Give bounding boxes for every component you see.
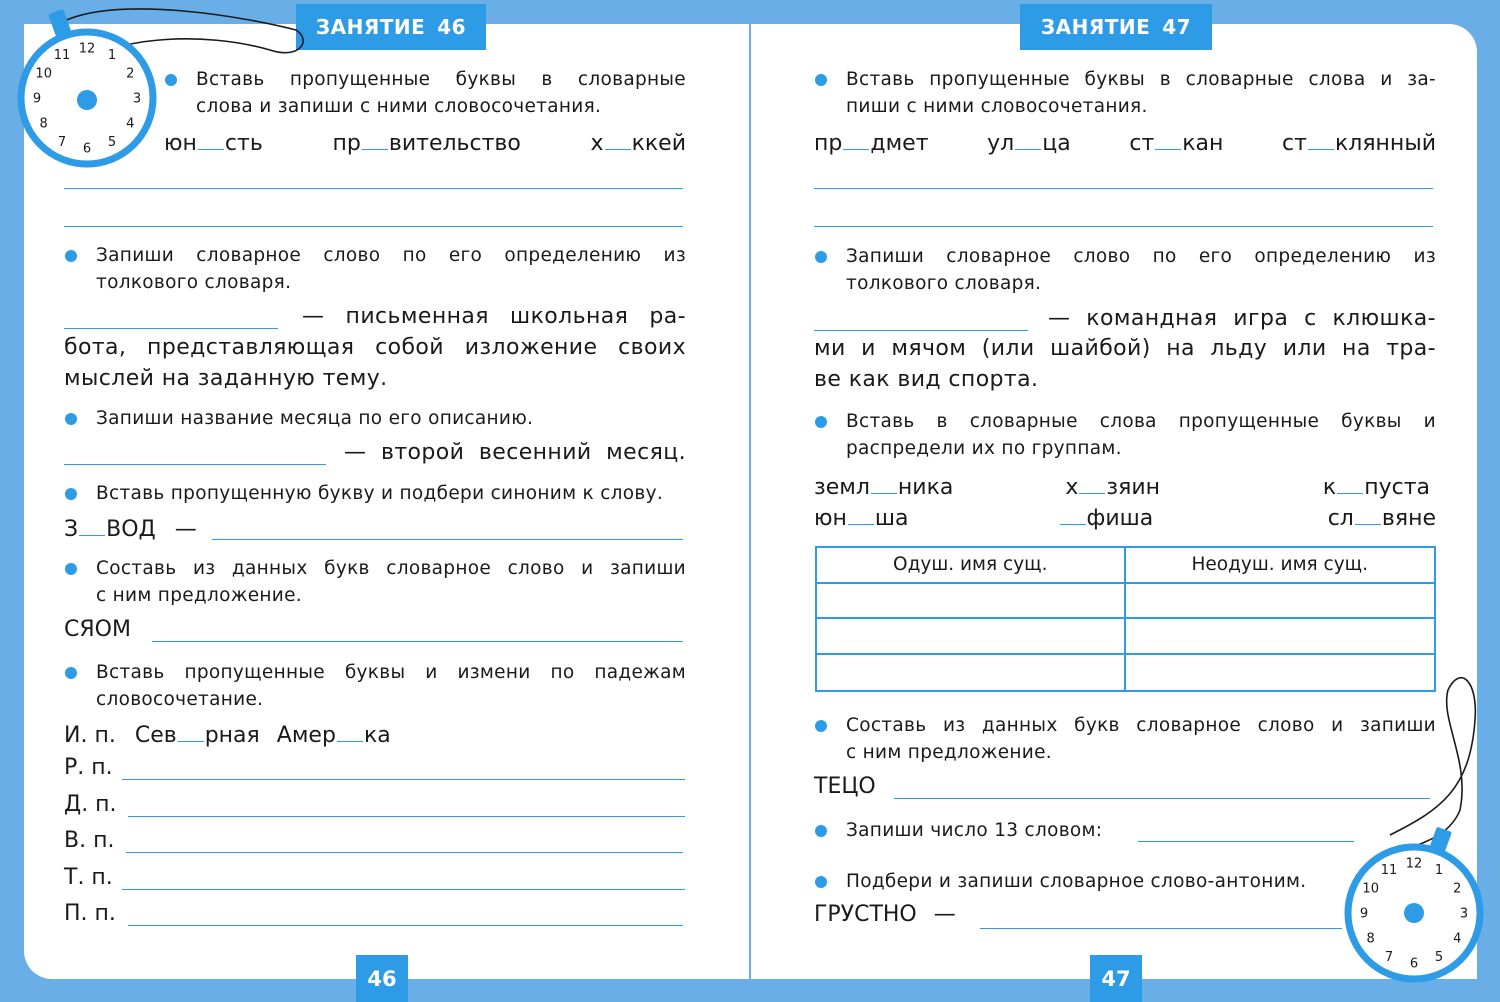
word-with-gap: пр вительство	[333, 127, 521, 159]
task-instruction: Вставь пропущенные буквы в словарные слова и запиши с ними словосочетания.	[196, 66, 686, 120]
word-with-gap: х зяин	[1065, 471, 1160, 503]
word-with-gap: пр дмет	[814, 127, 929, 159]
writing-line[interactable]	[64, 188, 683, 189]
answer-line[interactable]	[814, 330, 1028, 331]
table-cell[interactable]	[1126, 655, 1435, 691]
task-instruction: Подбери и запиши словарное слово-антоним.	[846, 868, 1346, 895]
clock-number: 11	[1380, 863, 1398, 879]
bullet-icon	[815, 825, 827, 837]
clock-number: 8	[39, 116, 48, 132]
case-label: Т. п.	[64, 865, 113, 890]
case-answer-line[interactable]	[128, 925, 683, 926]
clock-number: 1	[107, 48, 117, 64]
clock-number: 12	[78, 41, 96, 57]
task-instruction: Вставь пропущенные буквы и измени по падежам словосочетание.	[96, 659, 686, 713]
clock-number: 7	[57, 134, 67, 150]
letter-gap[interactable]	[605, 127, 631, 150]
task-instruction: Вставь в словарные слова пропущенные буквы и распредели их по группам.	[846, 408, 1436, 462]
task-instruction: Вставь пропущенные буквы в словарные слова и за- пиши с ними словосочетания.	[846, 66, 1436, 120]
table-header-inanimate: Неодуш. имя сущ.	[1126, 548, 1435, 584]
bullet-icon	[165, 74, 177, 86]
clock-number: 9	[1359, 906, 1369, 922]
clock-number: 1	[1434, 863, 1444, 879]
antonym-word: ГРУСТНО —	[814, 902, 956, 927]
letter-gap[interactable]	[848, 502, 874, 525]
letter-gap[interactable]	[1079, 471, 1105, 494]
word-with-gap: к пуста	[1323, 471, 1430, 503]
letter-gap[interactable]	[1308, 127, 1334, 150]
clock-number: 3	[132, 91, 142, 107]
task-instruction: Составь из данных букв словарное слово и запиши с ним предложение.	[96, 555, 686, 609]
clock-number: 10	[35, 66, 52, 82]
case-label: В. п.	[64, 828, 115, 853]
grouping-table	[815, 546, 1436, 692]
word-list	[164, 127, 686, 159]
word-with-gap: сл вяне	[1328, 502, 1436, 534]
clock-number: 12	[1405, 856, 1423, 872]
word-with-gap: ул ца	[987, 127, 1071, 159]
description-text: — второй весенний месяц.	[344, 440, 686, 465]
letter-gap[interactable]	[1060, 502, 1086, 525]
word-with-gap: ст кан	[1129, 127, 1223, 159]
clock-number: 6	[1409, 956, 1419, 972]
word-with-gap: фиша	[1059, 502, 1154, 534]
clock-number: 2	[1453, 881, 1462, 897]
clock-number: 2	[126, 66, 135, 82]
letter-gap[interactable]	[871, 471, 897, 494]
bullet-icon	[65, 250, 77, 262]
case-label: П. п.	[64, 901, 116, 926]
answer-line[interactable]	[64, 464, 326, 465]
writing-line[interactable]	[814, 226, 1433, 227]
table-cell[interactable]	[817, 619, 1126, 655]
word-list	[814, 127, 1436, 159]
word-with-gap: ст клянный	[1282, 127, 1436, 159]
letter-gap[interactable]	[362, 127, 388, 150]
bullet-icon	[815, 416, 827, 428]
task-instruction: Составь из данных букв словарное слово и запиши с ним предложение.	[846, 712, 1436, 766]
bullet-icon	[815, 251, 827, 263]
case-label: Р. п.	[64, 755, 113, 780]
clock-number: 4	[1453, 931, 1462, 947]
answer-line[interactable]	[152, 641, 683, 642]
case-label: Д. п.	[64, 792, 117, 817]
clock-number: 6	[82, 141, 92, 157]
answer-line[interactable]	[1138, 841, 1354, 842]
letters-puzzle: ТЕЦО	[814, 774, 876, 799]
task-instruction: Запиши название месяца по его описанию.	[96, 405, 686, 432]
case-answer-line[interactable]	[128, 816, 685, 817]
letter-gap[interactable]	[178, 719, 204, 742]
task-instruction: Запиши число 13 словом:	[846, 817, 1146, 844]
letter-gap[interactable]	[79, 513, 105, 536]
word-with-gap: юн ша	[814, 502, 909, 534]
letter-gap[interactable]	[337, 719, 363, 742]
definition-text: — письменная школьная ра-	[302, 304, 686, 329]
lesson-banner-right: ЗАНЯТИЕ 47	[1020, 4, 1212, 50]
word-with-gap: юн сть	[164, 127, 263, 159]
bullet-icon	[815, 74, 827, 86]
case-answer-line[interactable]	[122, 779, 685, 780]
bullet-icon	[65, 667, 77, 679]
writing-line[interactable]	[814, 188, 1433, 189]
word-with-gap: х ккей	[591, 127, 686, 159]
case-row-nominative: И. п. Сев рная Амер ка	[64, 719, 391, 751]
table-cell[interactable]	[1126, 619, 1435, 655]
word-list	[814, 502, 1436, 534]
page-number: 47	[1090, 955, 1142, 1002]
letters-puzzle: СЯОМ	[64, 617, 131, 642]
letter-gap[interactable]	[198, 127, 224, 150]
clock-number: 4	[126, 116, 135, 132]
clock-number: 9	[32, 91, 42, 107]
clock-number: 7	[1384, 949, 1394, 965]
answer-line[interactable]	[980, 928, 1342, 929]
clock-number: 10	[1362, 881, 1379, 897]
table-header-animate: Одуш. имя сущ.	[817, 548, 1126, 584]
bullet-icon	[815, 876, 827, 888]
definition-text: ми и мячом (или шайбой) на льду или на тра- ве как вид спорта.	[814, 336, 1436, 392]
answer-line[interactable]	[212, 539, 683, 540]
bullet-icon	[65, 563, 77, 575]
letter-gap[interactable]	[1355, 502, 1381, 525]
letter-gap[interactable]	[843, 127, 869, 150]
task-instruction: Запиши словарное слово по его определению из толкового словаря.	[96, 242, 686, 296]
case-answer-line[interactable]	[126, 852, 683, 853]
definition-text: — командная игра с клюшка-	[1048, 306, 1436, 331]
bullet-icon	[65, 413, 77, 425]
clock-number: 3	[1459, 906, 1469, 922]
task-instruction: Вставь пропущенную букву и подбери синоним к слову.	[96, 480, 686, 507]
clock-number: 11	[53, 48, 71, 64]
answer-line[interactable]	[64, 328, 278, 329]
definition-text: бота, представляющая собой изложение своих мыслей на заданную тему.	[64, 335, 686, 391]
letter-gap[interactable]	[1015, 127, 1041, 150]
table-cell[interactable]	[817, 584, 1126, 620]
word-list	[814, 471, 1430, 503]
table-cell[interactable]	[1126, 584, 1435, 620]
task-instruction: Запиши словарное слово по его определению из толкового словаря.	[846, 243, 1436, 297]
bullet-icon	[815, 720, 827, 732]
clock-number: 8	[1366, 931, 1375, 947]
bullet-icon	[65, 488, 77, 500]
page-number: 46	[356, 955, 408, 1002]
word-with-gap: земл ника	[814, 471, 953, 503]
case-answer-line[interactable]	[122, 889, 685, 890]
answer-line[interactable]	[894, 798, 1430, 799]
table-cell[interactable]	[817, 655, 1126, 691]
lesson-banner-left: ЗАНЯТИЕ 46	[296, 4, 486, 50]
clock-number: 5	[1434, 949, 1444, 965]
letter-gap[interactable]	[1337, 471, 1363, 494]
clock-number: 5	[107, 134, 117, 150]
word-with-gap: З ВОД —	[64, 513, 197, 545]
writing-line[interactable]	[64, 226, 683, 227]
letter-gap[interactable]	[1155, 127, 1181, 150]
